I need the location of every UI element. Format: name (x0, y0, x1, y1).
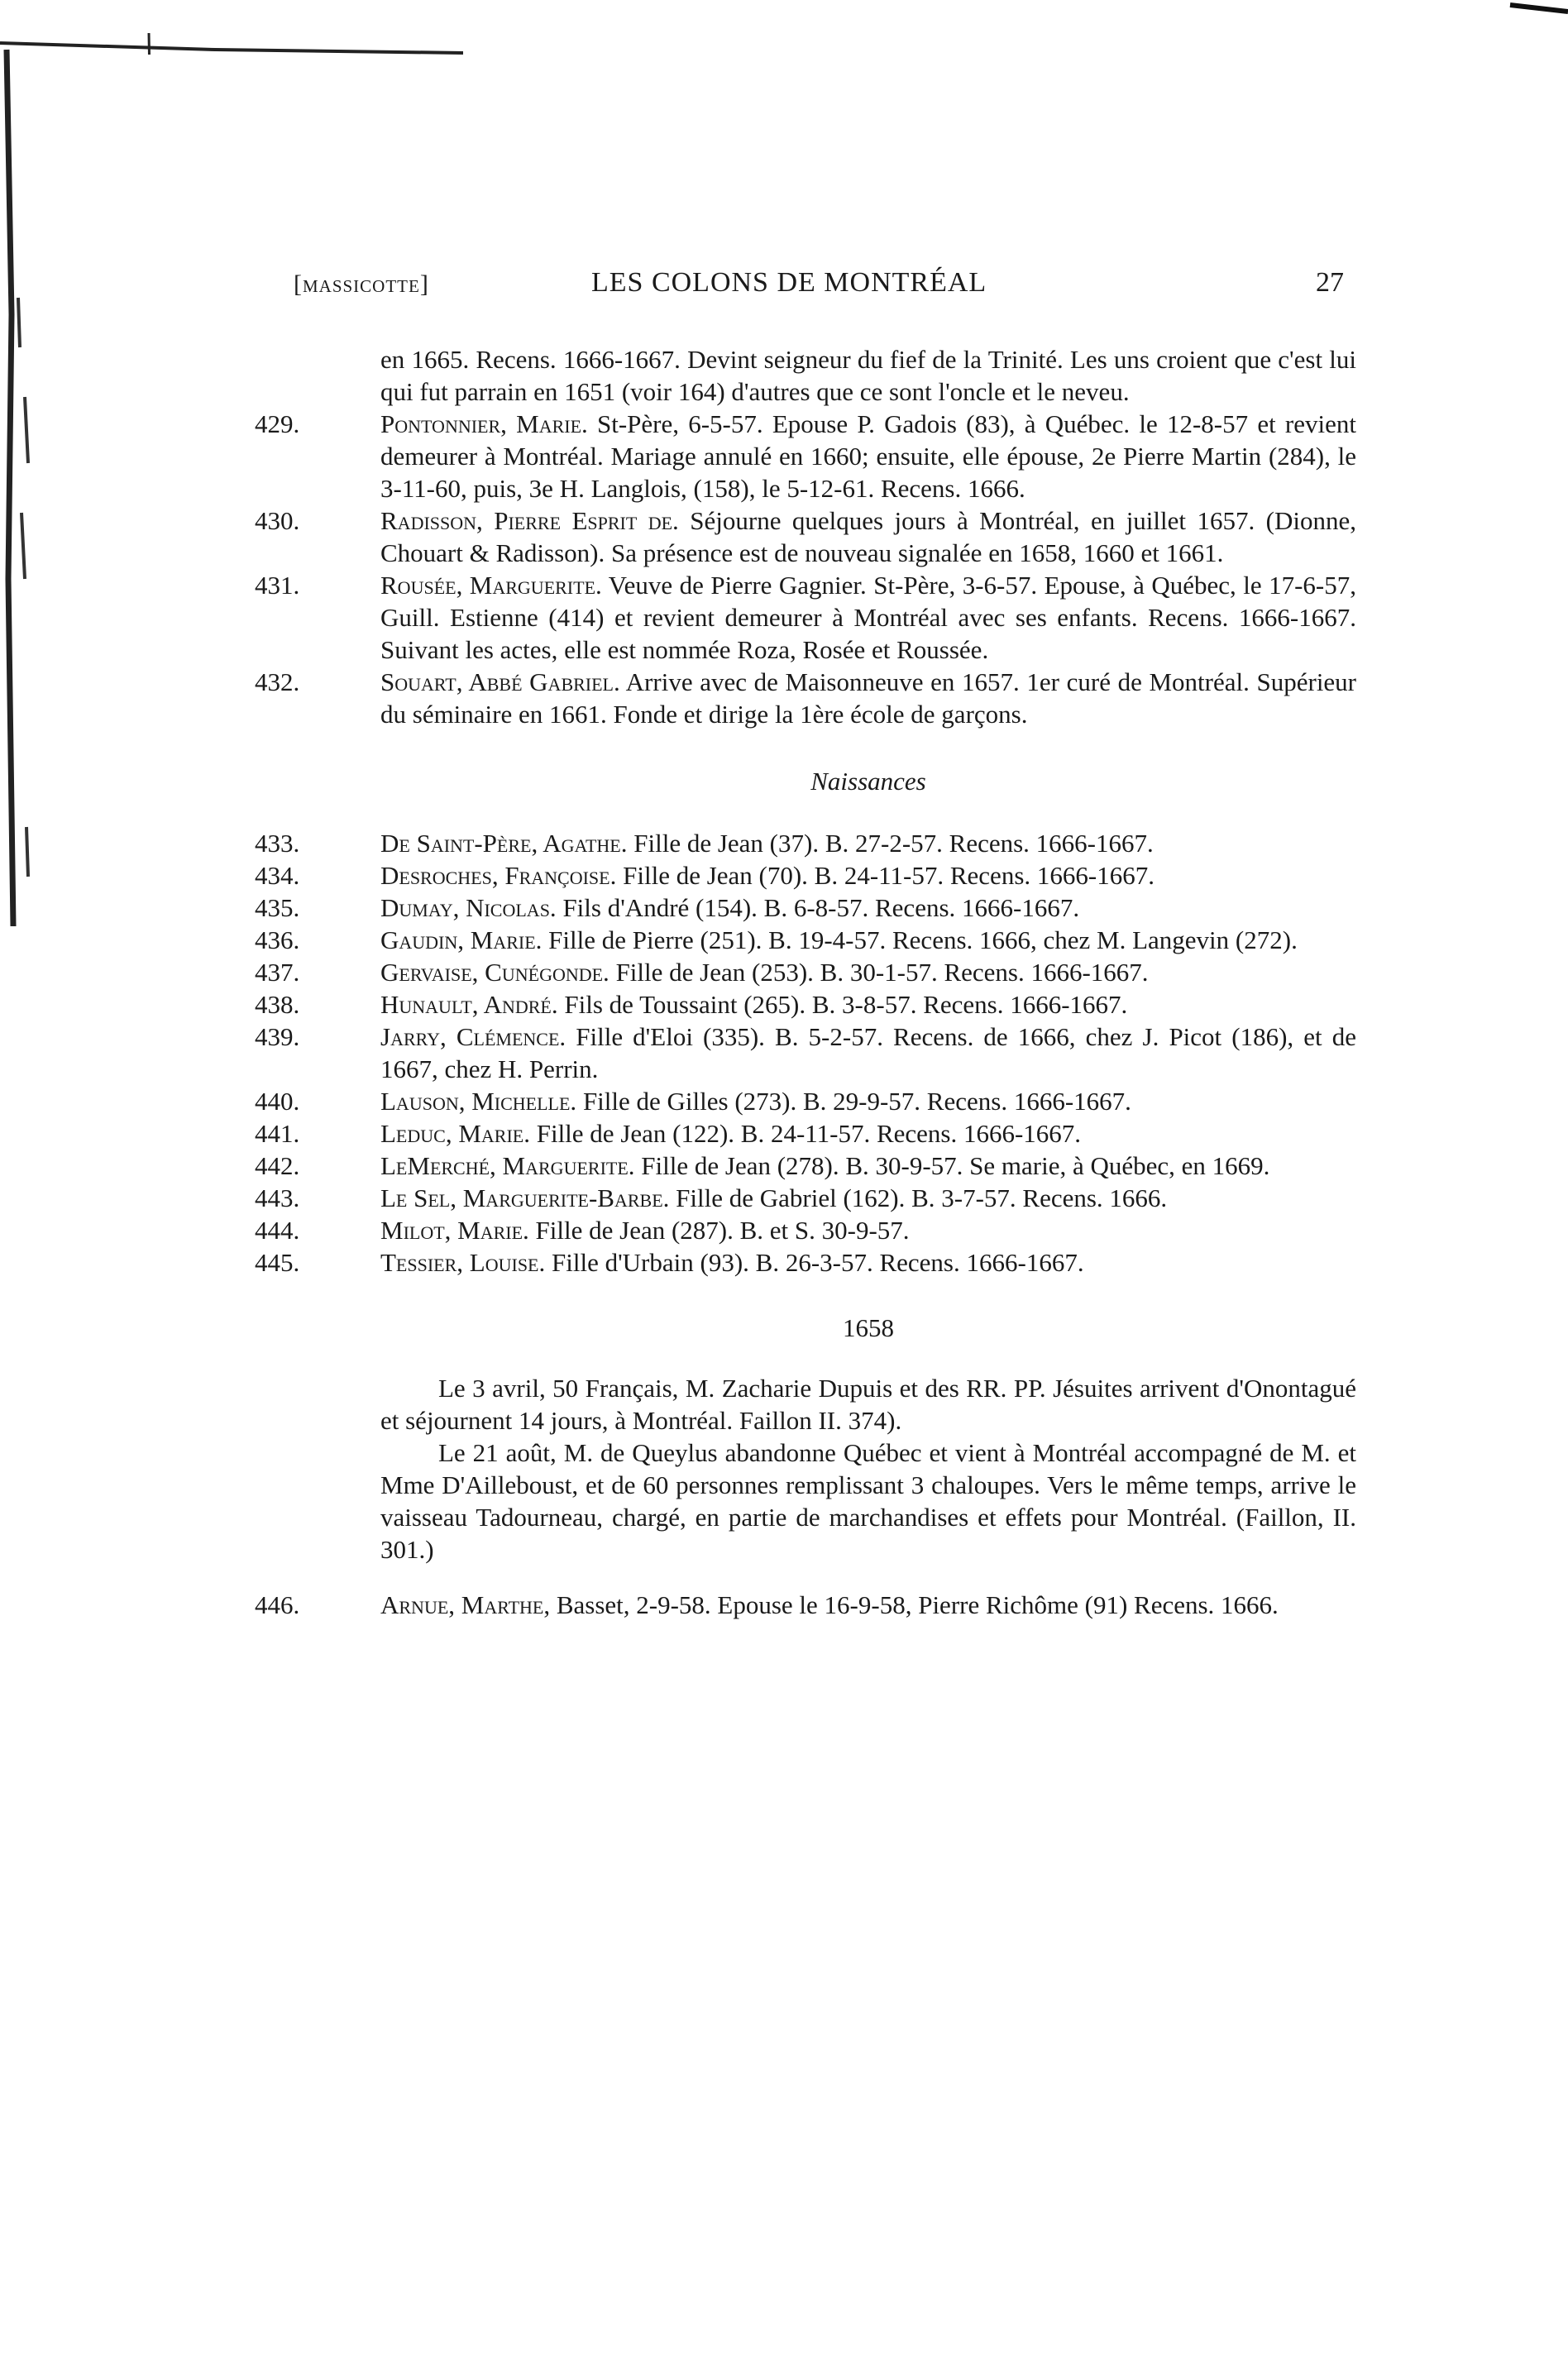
year-heading: 1658 (843, 1313, 894, 1342)
section-heading-naissances: Naissances (810, 767, 926, 796)
page-body (248, 343, 1356, 1621)
entry-name: Pontonnier, Marie. (380, 409, 588, 438)
entry-text: Fille de Jean (253). B. 30-1-57. Recens. 1666-1667. (609, 958, 1149, 987)
entry (248, 1182, 1356, 1214)
entry-name: Jarry, Clémence. (380, 1022, 566, 1051)
entry-text: Fille de Jean (37). B. 27-2-57. Recens. 1666-1667. (627, 829, 1154, 858)
entry (248, 1021, 1356, 1085)
entry-name: Tessier, Louise. (380, 1248, 546, 1277)
entry (248, 924, 1356, 956)
entry-text: Fille de Jean (122). B. 24-11-57. Recens. 1666-1667. (529, 1119, 1082, 1148)
entry-text: Séjourne quelques jours à Montréal, en juillet 1657. (Dionne, Chouart & Radisson). Sa présence est de nouveau signalée en 1658, 1660 et 1661. (380, 506, 1356, 567)
entry-number: 440. (255, 1087, 300, 1116)
entry-name: Arnue, Marthe, (380, 1590, 551, 1619)
entry-name: LeMerché, Marguerite. (380, 1151, 635, 1180)
entry-number: 432. (255, 667, 300, 696)
entry-text: Fille de Gabriel (162). B. 3-7-57. Recens. 1666. (669, 1183, 1168, 1212)
entry-number: 431. (255, 571, 300, 600)
entry-number: 429. (255, 409, 300, 438)
continuation-paragraph: en 1665. Recens. 1666-1667. Devint seigneur du fief de la Trinité. Les uns croient que c'est lui qui fut parrain en 1651 (voir 164) d'autres que ce sont l'oncle et le neveu. (380, 345, 1356, 406)
entry-text: Fille de Jean (70). B. 24-11-57. Recens. 1666-1667. (616, 861, 1154, 890)
entry-name: Dumay, Nicolas. (380, 893, 557, 922)
entry (248, 827, 1356, 859)
entry (248, 1150, 1356, 1182)
entry-number: 433. (255, 829, 300, 858)
entry-name: Hunault, André. (380, 990, 558, 1019)
entries-list-naissances (248, 827, 1356, 1279)
entry-text: Arrive avec de Maisonneuve en 1657. 1er curé de Montréal. Supérieur du séminaire en 1661. Fonde et dirige la 1ère école de garçons. (380, 667, 1357, 729)
entry-text: Fille de Jean (287). B. et S. 30-9-57. (528, 1216, 910, 1245)
prose-paragraph: Le 21 août, M. de Queylus abandonne Québec et vient à Montréal accompagné de M. et Mme D'Ailleboust, et de 60 personnes remplissant 3 chaloupes. Vers le même temps, arrive le vaisseau Tadourneau, chargé, en partie de marchandises et effets pour Montréal. (Faillon, II. 301.) (380, 1438, 1356, 1564)
entry-text: Fils de Toussaint (265). B. 3-8-57. Recens. 1666-1667. (557, 990, 1128, 1019)
entry-number: 443. (255, 1183, 300, 1212)
entry-number: 438. (255, 990, 300, 1019)
entry-name: Souart, Abbé Gabriel. (380, 667, 620, 696)
scan-top-artifact (0, 25, 463, 55)
entry-number: 444. (255, 1216, 300, 1245)
entry-text: Fille de Pierre (251). B. 19-4-57. Recens. 1666, chez M. Langevin (272). (542, 925, 1298, 954)
entry (248, 859, 1356, 892)
page-number: 27 (1316, 267, 1344, 298)
entry-name: De Saint-Père, Agathe. (380, 829, 628, 858)
entry-name: Desroches, Françoise. (380, 861, 617, 890)
entry (248, 666, 1356, 730)
prose-paragraph: Le 3 avril, 50 Français, M. Zacharie Dupuis et des RR. PP. Jésuites arrivent d'Onontagué et séjournent 14 jours, à Montréal. Faillon II. 374). (380, 1374, 1356, 1435)
entry (248, 408, 1356, 504)
entries-list-bottom (248, 1589, 1356, 1621)
scan-corner-artifact (1502, 0, 1568, 17)
entries-list-top (248, 408, 1356, 730)
entry-text: St-Père, 6-5-57. Epouse P. Gadois (83), à Québec. le 12-8-57 et revient demeurer à Montréal. Mariage annulé en 1660; ensuite, elle épouse, 2e Pierre Martin (284), le 3-11-60, puis, 3e H. Langlois, (158), le 5-12-61. Recens. 1666. (380, 409, 1356, 503)
entry-name: Radisson, Pierre Esprit de. (380, 506, 679, 535)
entry-number: 434. (255, 861, 300, 890)
entry-name: Milot, Marie. (380, 1216, 529, 1245)
running-header (294, 267, 1344, 308)
entry-number: 446. (255, 1590, 300, 1619)
entry-number: 437. (255, 958, 300, 987)
prose-block (248, 1372, 1356, 1566)
entry-number: 435. (255, 893, 300, 922)
entry-number: 430. (255, 506, 300, 535)
entry-text: Fille de Jean (278). B. 30-9-57. Se marie, à Québec, en 1669. (634, 1151, 1270, 1180)
entry-number: 439. (255, 1022, 300, 1051)
entry-number: 436. (255, 925, 300, 954)
entry-text: Fille d'Urbain (93). B. 26-3-57. Recens. 1666-1667. (545, 1248, 1084, 1277)
entry (248, 988, 1356, 1021)
entry (248, 1085, 1356, 1117)
entry (248, 1117, 1356, 1150)
entry-number: 445. (255, 1248, 300, 1277)
entry-number: 442. (255, 1151, 300, 1180)
entry-name: Lauson, Michelle. (380, 1087, 577, 1116)
entry (248, 1246, 1356, 1279)
entry-text: Fille d'Eloi (335). B. 5-2-57. Recens. de 1666, chez J. Picot (186), et de 1667, chez H. Perrin. (380, 1022, 1356, 1083)
entry-text: Fils d'André (154). B. 6-8-57. Recens. 1666-1667. (556, 893, 1080, 922)
header-author: [massicotte] (294, 270, 429, 298)
entry-text: Veuve de Pierre Gagnier. St-Père, 3-6-57. Epouse, à Québec, le 17-6-57, Guill. Estienne (414) et revient demeurer à Montréal avec ses enfants. Recens. 1666-1667. Suivant les actes, elle est nommée Roza, Rosée et Roussée. (380, 571, 1356, 664)
scan-edge-artifact (0, 0, 58, 992)
entry-name: Leduc, Marie. (380, 1119, 530, 1148)
entry-number: 441. (255, 1119, 300, 1148)
entry-name: Gervaise, Cunégonde. (380, 958, 610, 987)
entry-name: Gaudin, Marie. (380, 925, 543, 954)
spacer (248, 1566, 1356, 1589)
entry (248, 1589, 1356, 1621)
entry-name: Le Sel, Marguerite-Barbe. (380, 1183, 670, 1212)
entry-text: Fille de Gilles (273). B. 29-9-57. Recens. 1666-1667. (576, 1087, 1131, 1116)
entry (248, 892, 1356, 924)
entry (248, 504, 1356, 569)
entry-name: Rousée, Marguerite. (380, 571, 602, 600)
header-title: LES COLONS DE MONTRÉAL (591, 267, 987, 298)
entry (248, 569, 1356, 666)
entry (248, 956, 1356, 988)
entry (248, 1214, 1356, 1246)
entry-text: Basset, 2-9-58. Epouse le 16-9-58, Pierre Richôme (91) Recens. 1666. (550, 1590, 1279, 1619)
